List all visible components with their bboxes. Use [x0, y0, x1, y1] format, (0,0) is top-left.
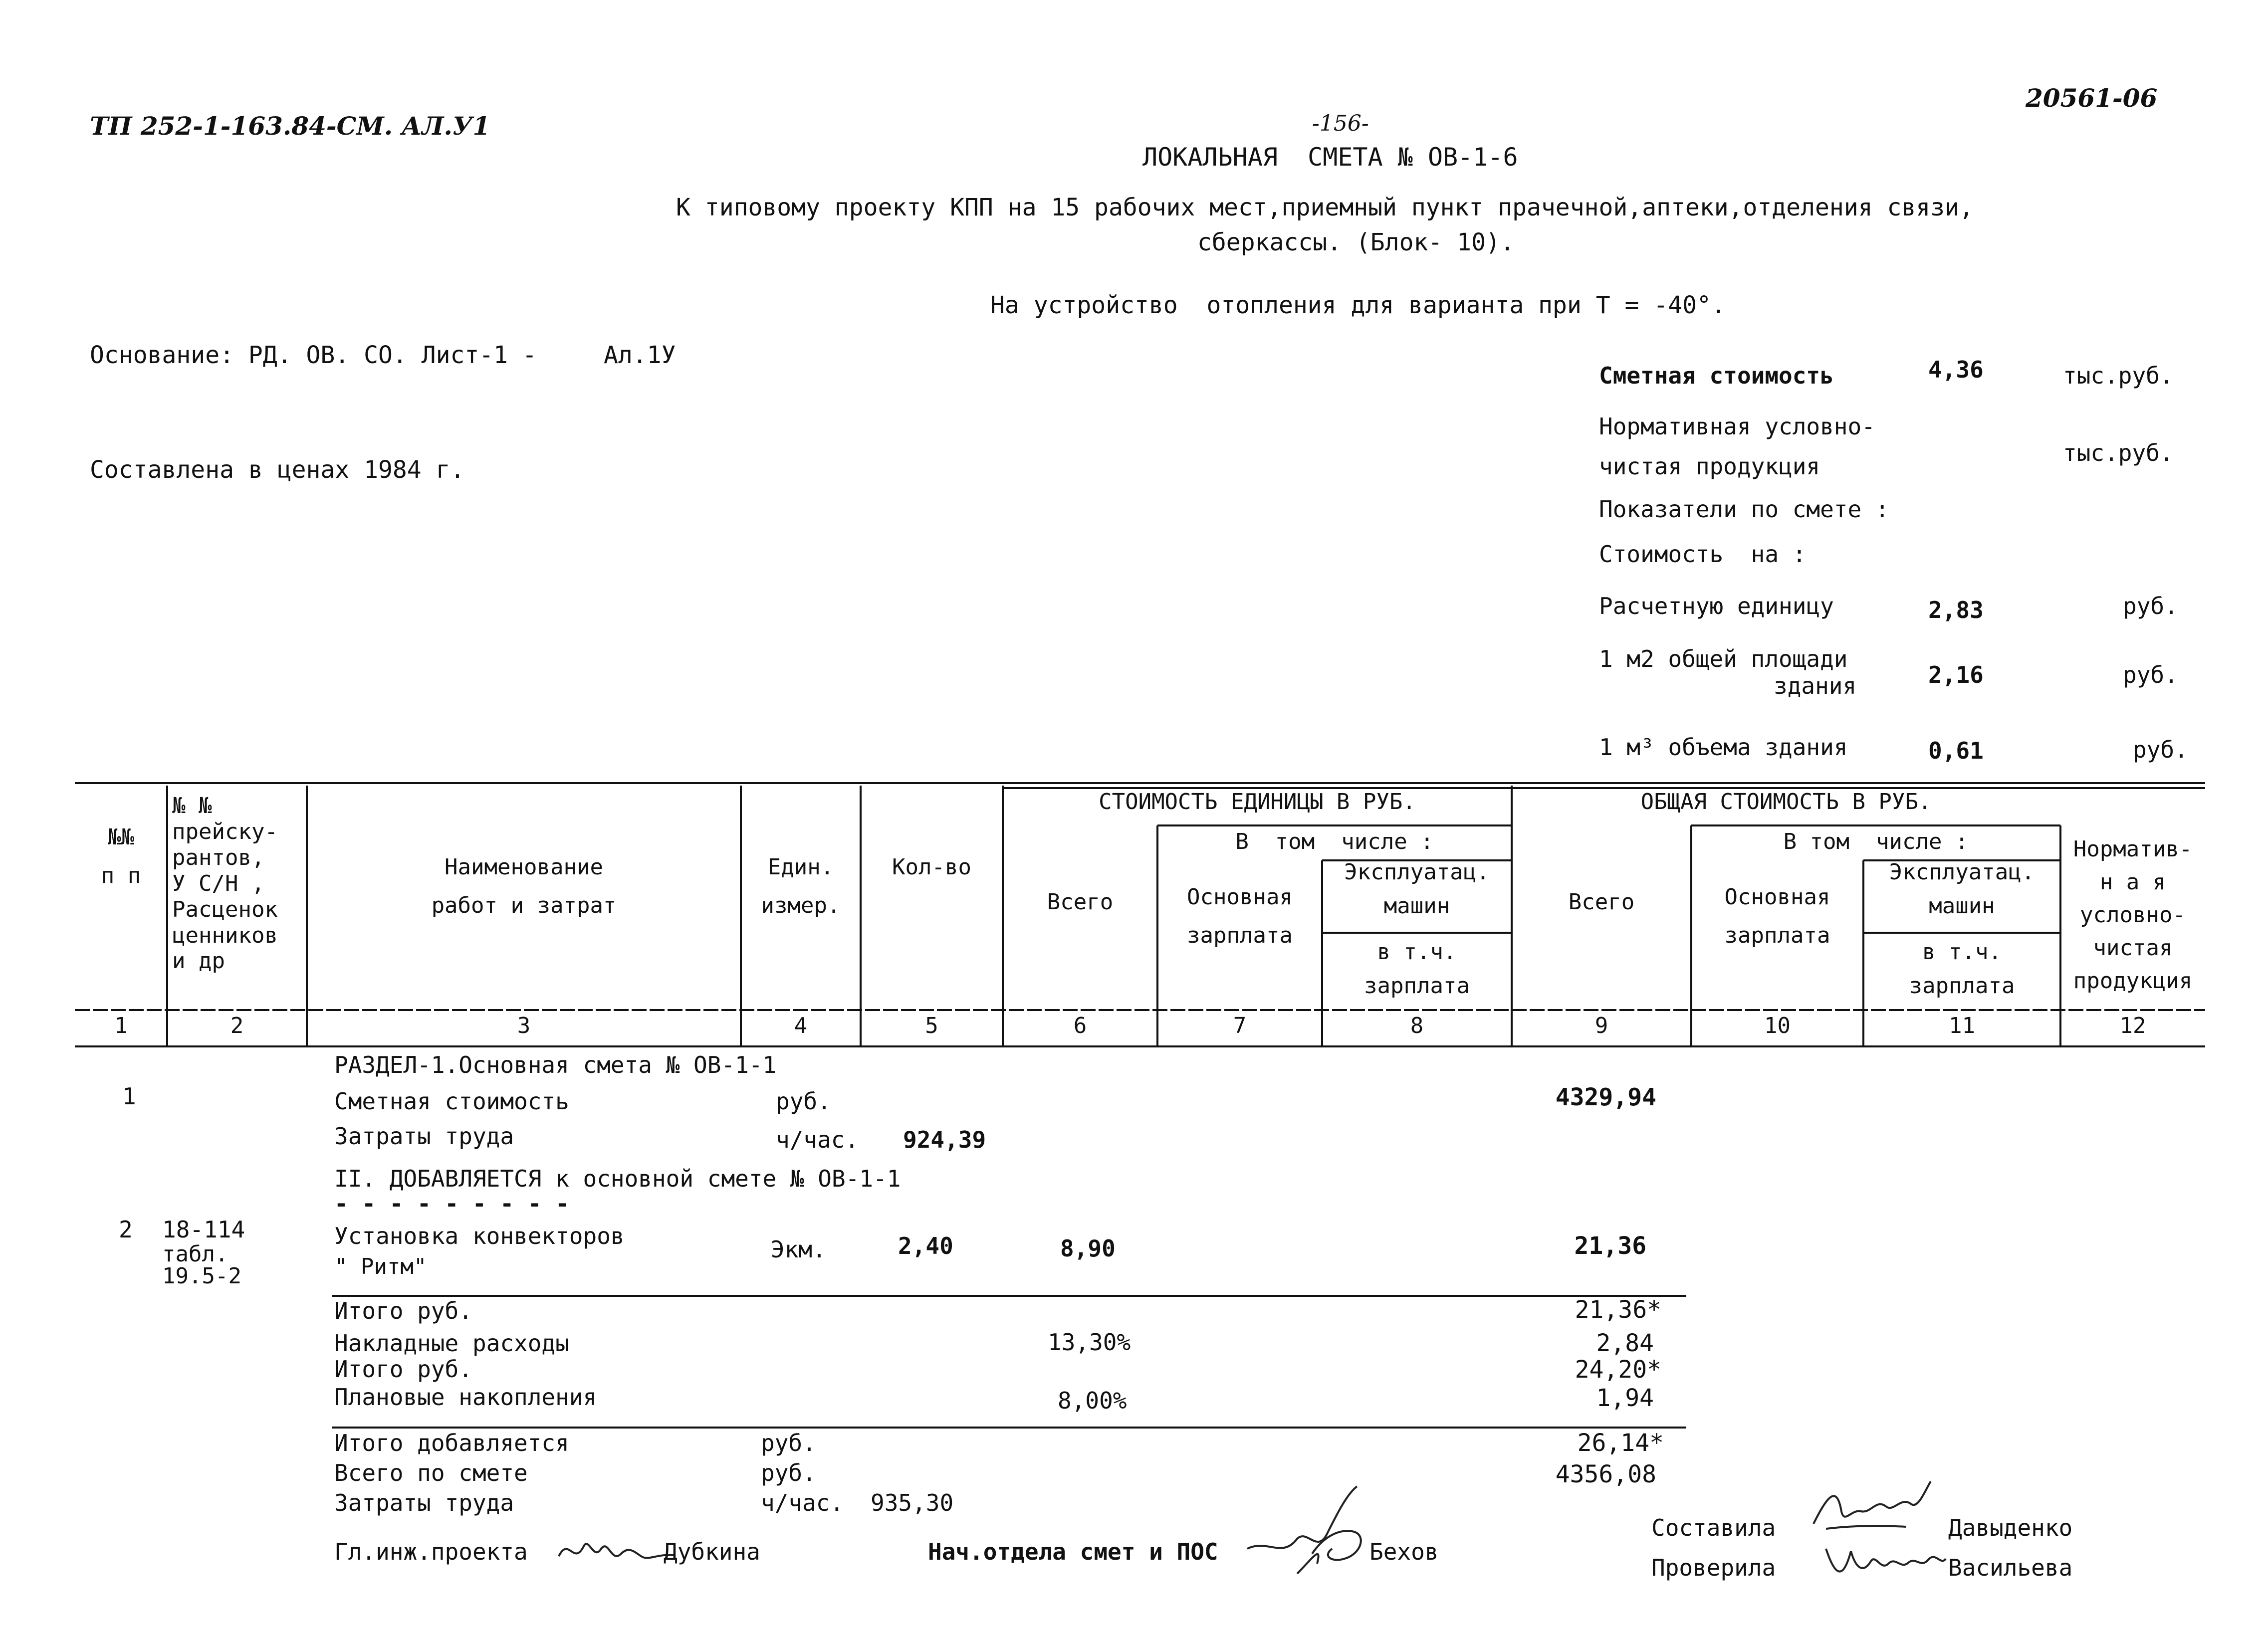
section-1-title: РАЗДЕЛ-1.Основная смета № ОВ-1-1	[334, 1051, 777, 1078]
row-2-name-1: Установка конвекторов	[334, 1223, 625, 1249]
header-col-unit: Един. измер.	[761, 854, 841, 918]
row-2-qty: 2,40	[898, 1232, 953, 1259]
page-number: -156-	[1312, 111, 1369, 136]
summary-cost-label: Сметная стоимость	[1599, 362, 1834, 389]
summary-norm-unit: тыс.руб.	[2063, 439, 2174, 466]
row-2-name-2: " Ритм"	[334, 1254, 427, 1279]
planned-profit-percent: 8,00%	[1058, 1387, 1127, 1414]
col-number-2: 2	[230, 1013, 244, 1038]
header-unit-machines: Эксплуатац. машин	[1344, 859, 1490, 919]
row-2-code-2: табл.	[162, 1241, 228, 1267]
row-1-number: 1	[122, 1083, 136, 1110]
header-unit-machines-salary: в т.ч. зарплата	[1364, 939, 1470, 999]
summary-area-label-2: здания	[1774, 672, 1857, 699]
row-2-code-1: 18-114	[162, 1216, 245, 1243]
summary-cost-per-label: Стоимость на :	[1599, 541, 1807, 568]
header-unit-salary: Основная зарплата	[1187, 884, 1293, 948]
header-total-incl: В том числе :	[1783, 829, 1969, 854]
checked-by-signature	[1821, 1539, 1951, 1584]
section-2-underline: - - - - - - - - -	[334, 1190, 569, 1217]
summary-cost-value: 4,36	[1928, 356, 1984, 383]
summary-area-value: 2,16	[1928, 661, 1984, 688]
summary-volume-value: 0,61	[1928, 737, 1984, 764]
col-number-12: 12	[2119, 1013, 2146, 1038]
basis-text: Основание: РД. ОВ. СО. Лист-1 -	[90, 341, 537, 369]
document-subtitle-line2: сберкассы. (Блок- 10).	[1197, 228, 1515, 256]
summary-volume-label: 1 м³ объема здания	[1599, 734, 1848, 761]
chief-engineer-signature	[554, 1526, 679, 1576]
overhead-percent: 13,30%	[1048, 1329, 1131, 1356]
header-total-cost: ОБЩАЯ СТОИМОСТЬ В РУБ.	[1640, 789, 1932, 815]
col-number-11: 11	[1949, 1013, 1975, 1038]
header-unit-incl: В том числе :	[1235, 829, 1434, 854]
chief-engineer-name: Дубкина	[664, 1538, 760, 1565]
col-number-10: 10	[1764, 1013, 1791, 1038]
labor-total-qty: 935,30	[871, 1489, 954, 1516]
summary-calc-unit-label: Расчетную единицу	[1599, 593, 1834, 619]
price-level-text: Составлена в ценах 1984 г.	[90, 456, 465, 484]
col-number-3: 3	[517, 1013, 531, 1038]
overhead-label: Накладные расходы	[334, 1330, 569, 1357]
labor-row-qty: 924,39	[903, 1126, 986, 1153]
summary-norm-label-2: чистая продукция	[1599, 453, 1820, 480]
header-col-pricelist: № № прейску- рантов, У С/Н , Расценок ценников и др	[172, 793, 278, 974]
labor-row-name: Затраты труда	[334, 1123, 514, 1150]
subtotal-2-label: Итого руб.	[334, 1356, 472, 1383]
header-total-total: Всего	[1568, 889, 1635, 915]
subtotal-1-value: 21,36*	[1575, 1296, 1661, 1324]
header-total-salary: Основная зарплата	[1724, 884, 1830, 948]
col-number-6: 6	[1073, 1013, 1087, 1038]
dept-head-label: Нач.отдела смет и ПОС	[928, 1538, 1218, 1565]
subtotal-1-label: Итого руб.	[334, 1297, 472, 1324]
summary-volume-unit: руб.	[2133, 736, 2188, 763]
basis-album: Ал.1У	[604, 341, 676, 369]
col-number-8: 8	[1410, 1013, 1424, 1038]
header-col-qty: Кол-во	[892, 854, 971, 880]
col-number-1: 1	[114, 1013, 128, 1038]
row-2-unit-price: 8,90	[1060, 1235, 1116, 1262]
labor-total-label: Затраты труда	[334, 1489, 514, 1516]
row-2-number: 2	[119, 1216, 133, 1243]
composed-by-label: Составила	[1651, 1514, 1776, 1541]
added-total-unit: руб.	[761, 1430, 816, 1456]
col-number-4: 4	[794, 1013, 808, 1038]
row-2-unit: Экм.	[771, 1236, 826, 1263]
summary-cost-unit: тыс.руб.	[2063, 362, 2174, 389]
chief-engineer-label: Гл.инж.проекта	[334, 1538, 528, 1565]
header-col-number: №№ п п	[101, 824, 141, 888]
dept-head-name: Бехов	[1369, 1538, 1439, 1565]
labor-row-unit: ч/час.	[776, 1126, 859, 1153]
composed-by-signature	[1806, 1479, 1936, 1539]
header-col-norm: Норматив- н а я условно- чистая продукция	[2073, 836, 2193, 994]
dept-head-signature	[1237, 1484, 1382, 1584]
col-number-9: 9	[1594, 1013, 1608, 1038]
row-1-total: 4329,94	[1555, 1083, 1656, 1111]
planned-profit-label: Плановые накопления	[334, 1384, 597, 1411]
planned-profit-value: 1,94	[1596, 1384, 1654, 1412]
summary-norm-label-1: Нормативная условно-	[1599, 413, 1875, 440]
checked-by-label: Проверила	[1651, 1554, 1776, 1581]
row-2-total: 21,36	[1574, 1232, 1646, 1260]
summary-calc-unit-value: 2,83	[1928, 597, 1984, 623]
grand-total-value: 4356,08	[1555, 1460, 1656, 1488]
header-unit-cost: СТОИМОСТЬ ЕДИНИЦЫ В РУБ.	[1099, 789, 1416, 815]
header-total-machines-salary: в т.ч. зарплата	[1909, 939, 2015, 999]
document-subtitle-line1: К типовому проекту КПП на 15 рабочих мест,приемный пункт прачечной,аптеки,отделения связи,	[676, 194, 1974, 221]
summary-calc-unit-unit: руб.	[2123, 593, 2178, 619]
added-total-label: Итого добавляется	[334, 1430, 569, 1456]
overhead-value: 2,84	[1596, 1329, 1654, 1357]
document-title: ЛОКАЛЬНАЯ СМЕТА № ОВ-1-6	[1142, 143, 1518, 172]
summary-area-unit: руб.	[2123, 661, 2178, 688]
checked-by-name: Васильева	[1948, 1554, 2073, 1581]
row-2-code-3: 19.5-2	[162, 1263, 241, 1289]
archive-number: 20561-06	[2026, 83, 2158, 113]
summary-indicators-label: Показатели по смете :	[1599, 496, 1889, 523]
grand-total-unit: руб.	[761, 1459, 816, 1486]
col-number-5: 5	[925, 1013, 938, 1038]
col-number-7: 7	[1233, 1013, 1247, 1038]
subtotal-2-value: 24,20*	[1575, 1356, 1661, 1384]
row-1-name: Сметная стоимость	[334, 1088, 569, 1115]
document-code: ТП 252-1-163.84-СМ. АЛ.У1	[90, 111, 490, 141]
added-total-value: 26,14*	[1577, 1429, 1664, 1457]
summary-area-label-1: 1 м2 общей площади	[1599, 645, 1848, 672]
document-subtitle-line3: На устройство отопления для варианта при Т = -40°.	[990, 291, 1726, 319]
grand-total-label: Всего по смете	[334, 1459, 528, 1486]
header-col-name: Наименование работ и затрат	[431, 854, 617, 918]
header-unit-total: Всего	[1047, 889, 1114, 915]
header-total-machines: Эксплуатац. машин	[1889, 859, 2035, 919]
section-2-title: II. ДОБАВЛЯЕТСЯ к основной смете № ОВ-1-1	[334, 1165, 901, 1192]
labor-total-unit: ч/час.	[761, 1489, 844, 1516]
row-1-unit: руб.	[776, 1088, 831, 1115]
composed-by-name: Давыденко	[1948, 1514, 2073, 1541]
